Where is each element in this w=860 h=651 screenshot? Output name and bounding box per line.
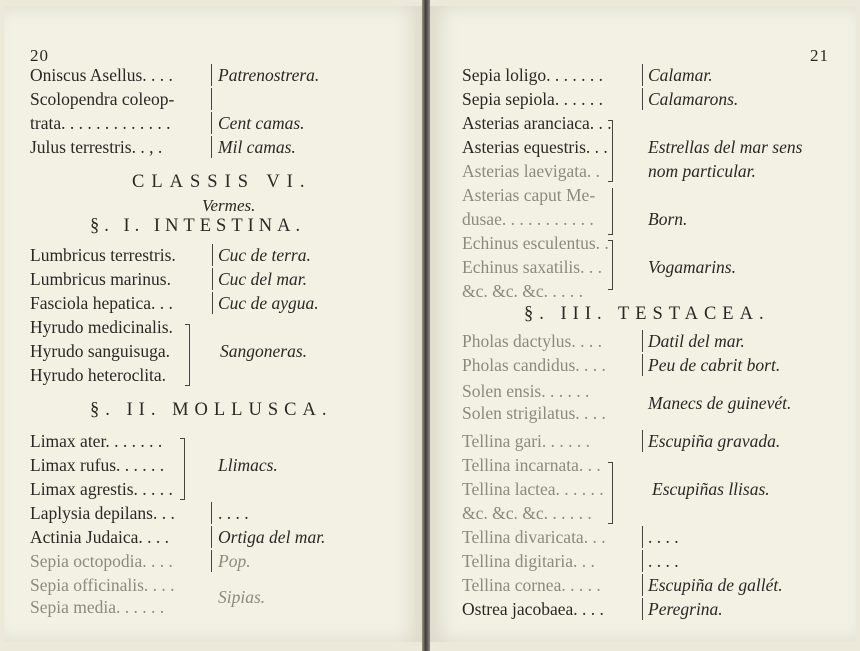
column-divider <box>642 550 643 572</box>
catalan-name: Manecs de guinevét. <box>648 393 792 413</box>
catalan-name: Sipias. <box>218 587 266 607</box>
latin-name: trata. . . . . . . . . . . . . <box>30 113 171 133</box>
latin-name: Sepia loligo. . . . . . . <box>462 65 603 85</box>
column-divider <box>642 598 643 620</box>
latin-name: Sepia sepiola. . . . . . <box>462 89 603 109</box>
latin-name: &c. &c. &c. . . . . . <box>462 503 592 523</box>
latin-name: Lumbricus marinus. <box>30 269 171 289</box>
column-divider <box>212 244 213 266</box>
catalan-name: Calamarons. <box>648 89 739 109</box>
latin-name: Fasciola hepatica. . . <box>30 293 173 313</box>
catalan-name: Vogamarins. <box>648 257 736 277</box>
latin-name: Limax rufus. . . . . . <box>30 455 165 475</box>
latin-name: Echinus saxatilis. . . <box>462 257 602 277</box>
catalan-name: Peu de cabrit bort. <box>648 355 781 375</box>
catalan-name: Cent camas. <box>218 113 305 133</box>
latin-name: Asterias caput Me- <box>462 185 596 205</box>
catalan-name: Escupiñas llisas. <box>652 479 770 499</box>
latin-name: Limax agrestis. . . . . <box>30 479 173 499</box>
latin-name: Hyrudo heteroclita. <box>30 365 167 385</box>
column-divider <box>642 354 643 376</box>
bracket <box>180 438 185 500</box>
latin-name: Asterias equestris. . . <box>462 137 608 157</box>
latin-name: Tellina cornea. . . . . <box>462 575 601 595</box>
latin-name: Asterias laevigata. . <box>462 161 601 181</box>
catalan-name: Sangoneras. <box>220 341 308 361</box>
class-heading: CLASSIS VI. <box>132 172 312 192</box>
catalan-name: Cuc de terra. <box>218 245 311 265</box>
column-divider <box>211 550 212 572</box>
latin-name: Solen strigilatus. . . . <box>462 403 606 423</box>
book-gutter <box>422 0 430 651</box>
column-divider <box>211 526 212 548</box>
catalan-name: Mil camas. <box>218 137 296 157</box>
latin-name: Limax ater. . . . . . . <box>30 431 163 451</box>
latin-name: Tellina incarnata. . . <box>462 455 601 475</box>
latin-name: Laplysia depilans. . . <box>30 503 175 523</box>
latin-name: &c. &c. &c. . . . . <box>462 281 584 301</box>
column-divider <box>642 526 643 548</box>
latin-name: Scolopendra coleop- <box>30 89 175 109</box>
column-divider <box>211 88 212 110</box>
latin-name: Lumbricus terrestris. <box>30 245 176 265</box>
catalan-name: nom particular. <box>648 161 756 181</box>
catalan-name: Patrenostrera. <box>218 65 320 85</box>
catalan-name: Calamar. <box>648 65 713 85</box>
left-page <box>4 6 422 642</box>
column-divider <box>642 330 643 352</box>
latin-name: Tellina divaricata. . . <box>462 527 606 547</box>
catalan-name: Escupiña de gallét. <box>648 575 783 595</box>
catalan-name: Llimacs. <box>218 455 278 475</box>
catalan-name: . . . . <box>218 503 249 523</box>
section-heading: §. I. INTESTINA. <box>90 216 306 236</box>
latin-name: Ostrea jacobaea. . . . <box>462 599 604 619</box>
catalan-name: Escupiña gravada. <box>648 431 781 451</box>
latin-name: Hyrudo sanguisuga. <box>30 341 170 361</box>
column-divider <box>212 292 213 314</box>
latin-name: Actinia Judaica. . . . <box>30 527 169 547</box>
column-divider <box>642 574 643 596</box>
column-divider <box>211 112 212 134</box>
bracket <box>608 462 613 524</box>
latin-name: Sepia officinalis. . . . <box>30 575 175 595</box>
bracket <box>185 324 190 386</box>
catalan-name: Ortiga del mar. <box>218 527 326 547</box>
latin-name: Tellina lactea. . . . . . <box>462 479 604 499</box>
latin-name: dusae. . . . . . . . . . . <box>462 209 594 229</box>
catalan-name: Datil del mar. <box>648 331 745 351</box>
column-divider <box>212 268 213 290</box>
class-subtitle: Vermes. <box>202 196 256 215</box>
latin-name: Sepia media. . . . . . <box>30 597 165 617</box>
latin-name: Pholas dactylus. . . . <box>462 331 602 351</box>
section-heading: §. II. MOLLUSCA. <box>90 400 333 420</box>
column-divider <box>642 64 643 86</box>
catalan-name: Peregrina. <box>648 599 723 619</box>
page-number: 21 <box>810 46 829 65</box>
section-heading: §. III. TESTACEA. <box>524 304 770 324</box>
latin-name: Oniscus Asellus. . . . <box>30 65 173 85</box>
column-divider <box>211 502 212 524</box>
right-page <box>430 6 856 642</box>
bracket <box>608 188 613 235</box>
latin-name: Echinus esculentus. . <box>462 233 609 253</box>
latin-name: Solen ensis. . . . . . <box>462 381 590 401</box>
catalan-name: . . . . <box>648 527 679 547</box>
latin-name: Julus terrestris. . , . <box>30 137 163 157</box>
column-divider <box>211 64 212 86</box>
latin-name: Sepia octopodia. . . . <box>30 551 173 571</box>
latin-name: Pholas candidus. . . . <box>462 355 606 375</box>
column-divider <box>642 88 643 110</box>
latin-name: Tellina digitaria. . . <box>462 551 595 571</box>
column-divider <box>642 430 643 452</box>
column-divider <box>211 136 212 158</box>
latin-name: Hyrudo medicinalis. <box>30 317 173 337</box>
catalan-name: Cuc del mar. <box>218 269 307 289</box>
latin-name: Tellina gari. . . . . . <box>462 431 591 451</box>
catalan-name: Born. <box>648 209 688 229</box>
catalan-name: . . . . <box>648 551 679 571</box>
latin-name: Asterias aranciaca. . . <box>462 113 612 133</box>
catalan-name: Cuc de aygua. <box>218 293 319 313</box>
catalan-name: Estrellas del mar sens <box>648 137 803 157</box>
catalan-name: Pop. <box>218 551 251 571</box>
page-number: 20 <box>30 46 49 65</box>
